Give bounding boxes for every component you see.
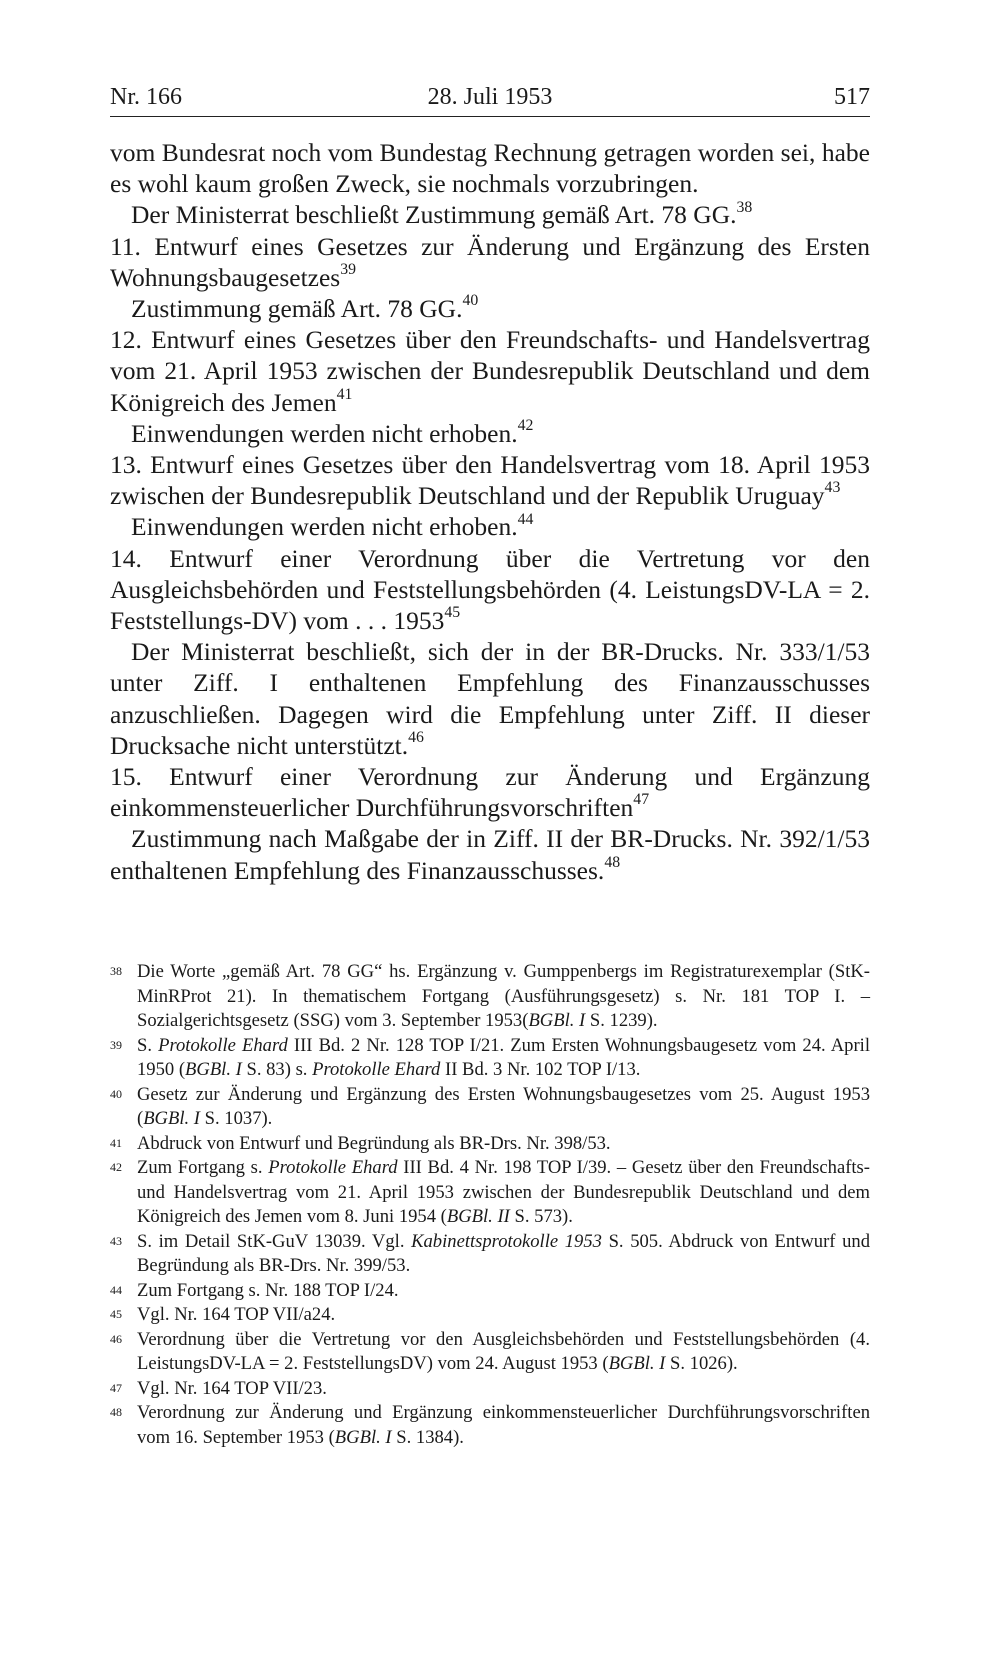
footnote-text: Verordnung über die Vertretung vor den Ausgleichsbehörden und Feststellungsbehörden (4. LeistungsDV-LA = 2. FeststellungsDV) vom 24. August 1953 ( <box>137 1328 870 1374</box>
footnote-text: S. 1239). <box>585 1010 658 1031</box>
footnote-text: S. im Detail StK-GuV 13039. Vgl. <box>137 1230 412 1252</box>
footnote-ref[interactable]: 43 <box>824 479 841 497</box>
footnote-number: 42 <box>110 1160 122 1174</box>
footnote-text: S. 1384). <box>391 1426 464 1448</box>
footnote-ref[interactable]: 44 <box>517 510 534 528</box>
footnote-citation-italic: BGBl. I <box>334 1426 392 1448</box>
footnote-number: 48 <box>110 1405 122 1419</box>
footnotes <box>110 960 870 1450</box>
footnote-ref[interactable]: 38 <box>736 198 753 216</box>
footnote-text: S. 83) s. <box>241 1059 313 1080</box>
footnote-number: 46 <box>110 1331 122 1346</box>
footnote-text: Verordnung zur Änderung und Ergänzung einkommensteuerlicher Durchführungsvorschriften vom 16. September 1953 ( <box>137 1402 870 1448</box>
page-number: 517 <box>834 84 870 110</box>
footnote <box>110 1328 870 1377</box>
footnote-text: Vgl. Nr. 164 TOP VII/a24. <box>137 1304 336 1325</box>
footnote-ref[interactable]: 48 <box>604 853 621 871</box>
footnote-number: 44 <box>110 1282 122 1297</box>
footnote <box>110 1303 870 1328</box>
footnote-text: S. 1026). <box>665 1353 738 1374</box>
footnote-citation-italic: Protokolle Ehard <box>268 1157 398 1178</box>
footnote-text: S. 1037). <box>200 1108 273 1129</box>
footnote-citation-italic: BGBl. I <box>143 1108 201 1129</box>
footnote-number: 41 <box>110 1135 122 1150</box>
paragraph-decision: Zustimmung gemäß Art. 78 GG.$^{40}$ <box>131 292 479 324</box>
footnote-ref[interactable]: 41 <box>336 385 353 403</box>
footnote <box>110 1034 870 1083</box>
footnote-citation-italic: Kabinettsprotokolle 1953 <box>411 1230 602 1252</box>
footnote-text: S. 573). <box>509 1206 573 1227</box>
footnote <box>110 1377 870 1402</box>
footnote-text: Die Worte „gemäß Art. 78 GG“ hs. Ergänzung v. Gumppenbergs im Registraturexemplar (StK-MinRProt 21). In thematischem Fortgang (Ausführungsgesetz) s. Nr. 181 TOP I. – Sozialgerichtsgesetz (SSG) vom 3. September 1953( <box>137 961 870 1031</box>
document-number: Nr. 166 <box>110 84 182 110</box>
footnote-text: S. <box>137 1034 159 1056</box>
footnote-text: II Bd. 3 Nr. 102 TOP I/13. <box>440 1059 641 1080</box>
footnote-number: 40 <box>110 1086 122 1101</box>
agenda-item-13: 13. Entwurf eines Gesetzes über den Handelsvertrag vom 18. April 1953 zwischen der Bundesrepublik Deutschland und der Republik Uruguay$^{43}$ <box>110 450 870 511</box>
footnote-text: Zum Fortgang s. Nr. 188 TOP I/24. <box>137 1279 399 1301</box>
footnote-number: 39 <box>110 1037 122 1052</box>
agenda-item-15: 15. Entwurf einer Verordnung zur Änderung und Ergänzung einkommensteuerlicher Durchführungsvorschriften$^{47}$ <box>110 762 870 823</box>
agenda-item-12: 12. Entwurf eines Gesetzes über den Freundschafts- und Handelsvertrag vom 21. April 1953 zwischen der Bundesrepublik Deutschland und dem Königreich des Jemen$^{41}$ <box>110 325 870 417</box>
footnote-text: III Bd. 2 Nr. 128 TOP I/21. Zum Ersten Wohnungsbaugesetz vom 24. April 1950 ( <box>137 1034 870 1080</box>
paragraph-decision: Einwendungen werden nicht erhoben.$^{42}$ <box>131 416 534 448</box>
footnote-ref[interactable]: 39 <box>340 260 357 278</box>
paragraph-decision: Zustimmung nach Maßgabe der in Ziff. II der BR-Drucks. Nr. 392/1/53 enthaltenen Empfehlung des Finanzausschusses.$^{48}$ <box>110 824 870 885</box>
main-text <box>110 137 870 886</box>
footnote-ref[interactable]: 45 <box>444 604 461 622</box>
paragraph: vom Bundesrat noch vom Bundestag Rechnung getragen worden sei, habe es wohl kaum großen Zweck, sie nochmals vorzubringen. <box>110 138 870 199</box>
footnote <box>110 1132 870 1157</box>
meeting-date: 28. Juli 1953 <box>427 84 553 110</box>
footnote-text: S. 505. Abdruck von Entwurf und Begründung als BR-Drs. Nr. 399/53. <box>137 1230 870 1276</box>
footnote <box>110 1083 870 1132</box>
footnote-citation-italic: Protokolle Ehard <box>158 1034 288 1056</box>
footnote-text: III Bd. 4 Nr. 198 TOP I/39. – Gesetz über den Freundschafts- und Handelsvertrag vom 21. April 1953 zwischen der Bundesrepublik Deutschland und dem Königreich des Jemen vom 8. Juni 1954 ( <box>137 1157 870 1227</box>
footnote-text: Zum Fortgang s. <box>137 1157 269 1178</box>
footnote-ref[interactable]: 47 <box>633 791 650 809</box>
header-rule <box>110 116 870 117</box>
agenda-item-14: 14. Entwurf einer Verordnung über die Vertretung vor den Ausgleichsbehörden und Feststellungsbehörden (4. LeistungsDV-LA = 2. Feststellungs-DV) vom . . . 1953$^{45}$ <box>110 543 870 636</box>
footnote-citation-italic: BGBl. I <box>185 1059 242 1080</box>
footnote <box>110 1401 870 1450</box>
footnote <box>110 960 870 1034</box>
footnote-citation-italic: Protokolle Ehard <box>312 1059 441 1080</box>
paragraph-decision: Einwendungen werden nicht erhoben.$^{44}$ <box>131 510 534 542</box>
paragraph-decision: Der Ministerrat beschließt, sich der in der BR-Drucks. Nr. 333/1/53 unter Ziff. I enthaltenen Empfehlung des Finanzausschusses anzuschließen. Dagegen wird die Empfehlung unter Ziff. II dieser Drucksache nicht unterstützt.$^{46}$ <box>110 637 870 760</box>
footnote-ref[interactable]: 40 <box>462 292 479 310</box>
footnote-text: Vgl. Nr. 164 TOP VII/23. <box>137 1377 327 1399</box>
footnote-number: 38 <box>110 964 122 978</box>
footnote-number: 43 <box>110 1233 122 1248</box>
agenda-item-11: 11. Entwurf eines Gesetzes zur Änderung und Ergänzung des Ersten Wohnungsbaugesetzes$^{39}$ <box>110 231 870 292</box>
running-header <box>110 82 870 112</box>
footnote <box>110 1230 870 1279</box>
paragraph-decision: Der Ministerrat beschließt Zustimmung gemäß Art. 78 GG.$^{38}$ <box>131 198 753 230</box>
footnote-ref[interactable]: 42 <box>517 416 534 434</box>
footnote-citation-italic: BGBl. I <box>608 1353 666 1374</box>
footnote <box>110 1279 870 1304</box>
footnote-number: 45 <box>110 1307 122 1321</box>
footnote-ref[interactable]: 46 <box>408 729 424 746</box>
footnote-text: Abdruck von Entwurf und Begründung als BR-Drs. Nr. 398/53. <box>137 1132 611 1154</box>
footnote-number: 47 <box>110 1380 122 1395</box>
footnote-text: Gesetz zur Änderung und Ergänzung des Ersten Wohnungsbaugesetzes vom 25. August 1953 ( <box>137 1083 870 1129</box>
footnote-citation-italic: BGBl. I <box>528 1010 586 1031</box>
footnote <box>110 1156 870 1230</box>
footnote-citation-italic: BGBl. II <box>446 1206 510 1227</box>
